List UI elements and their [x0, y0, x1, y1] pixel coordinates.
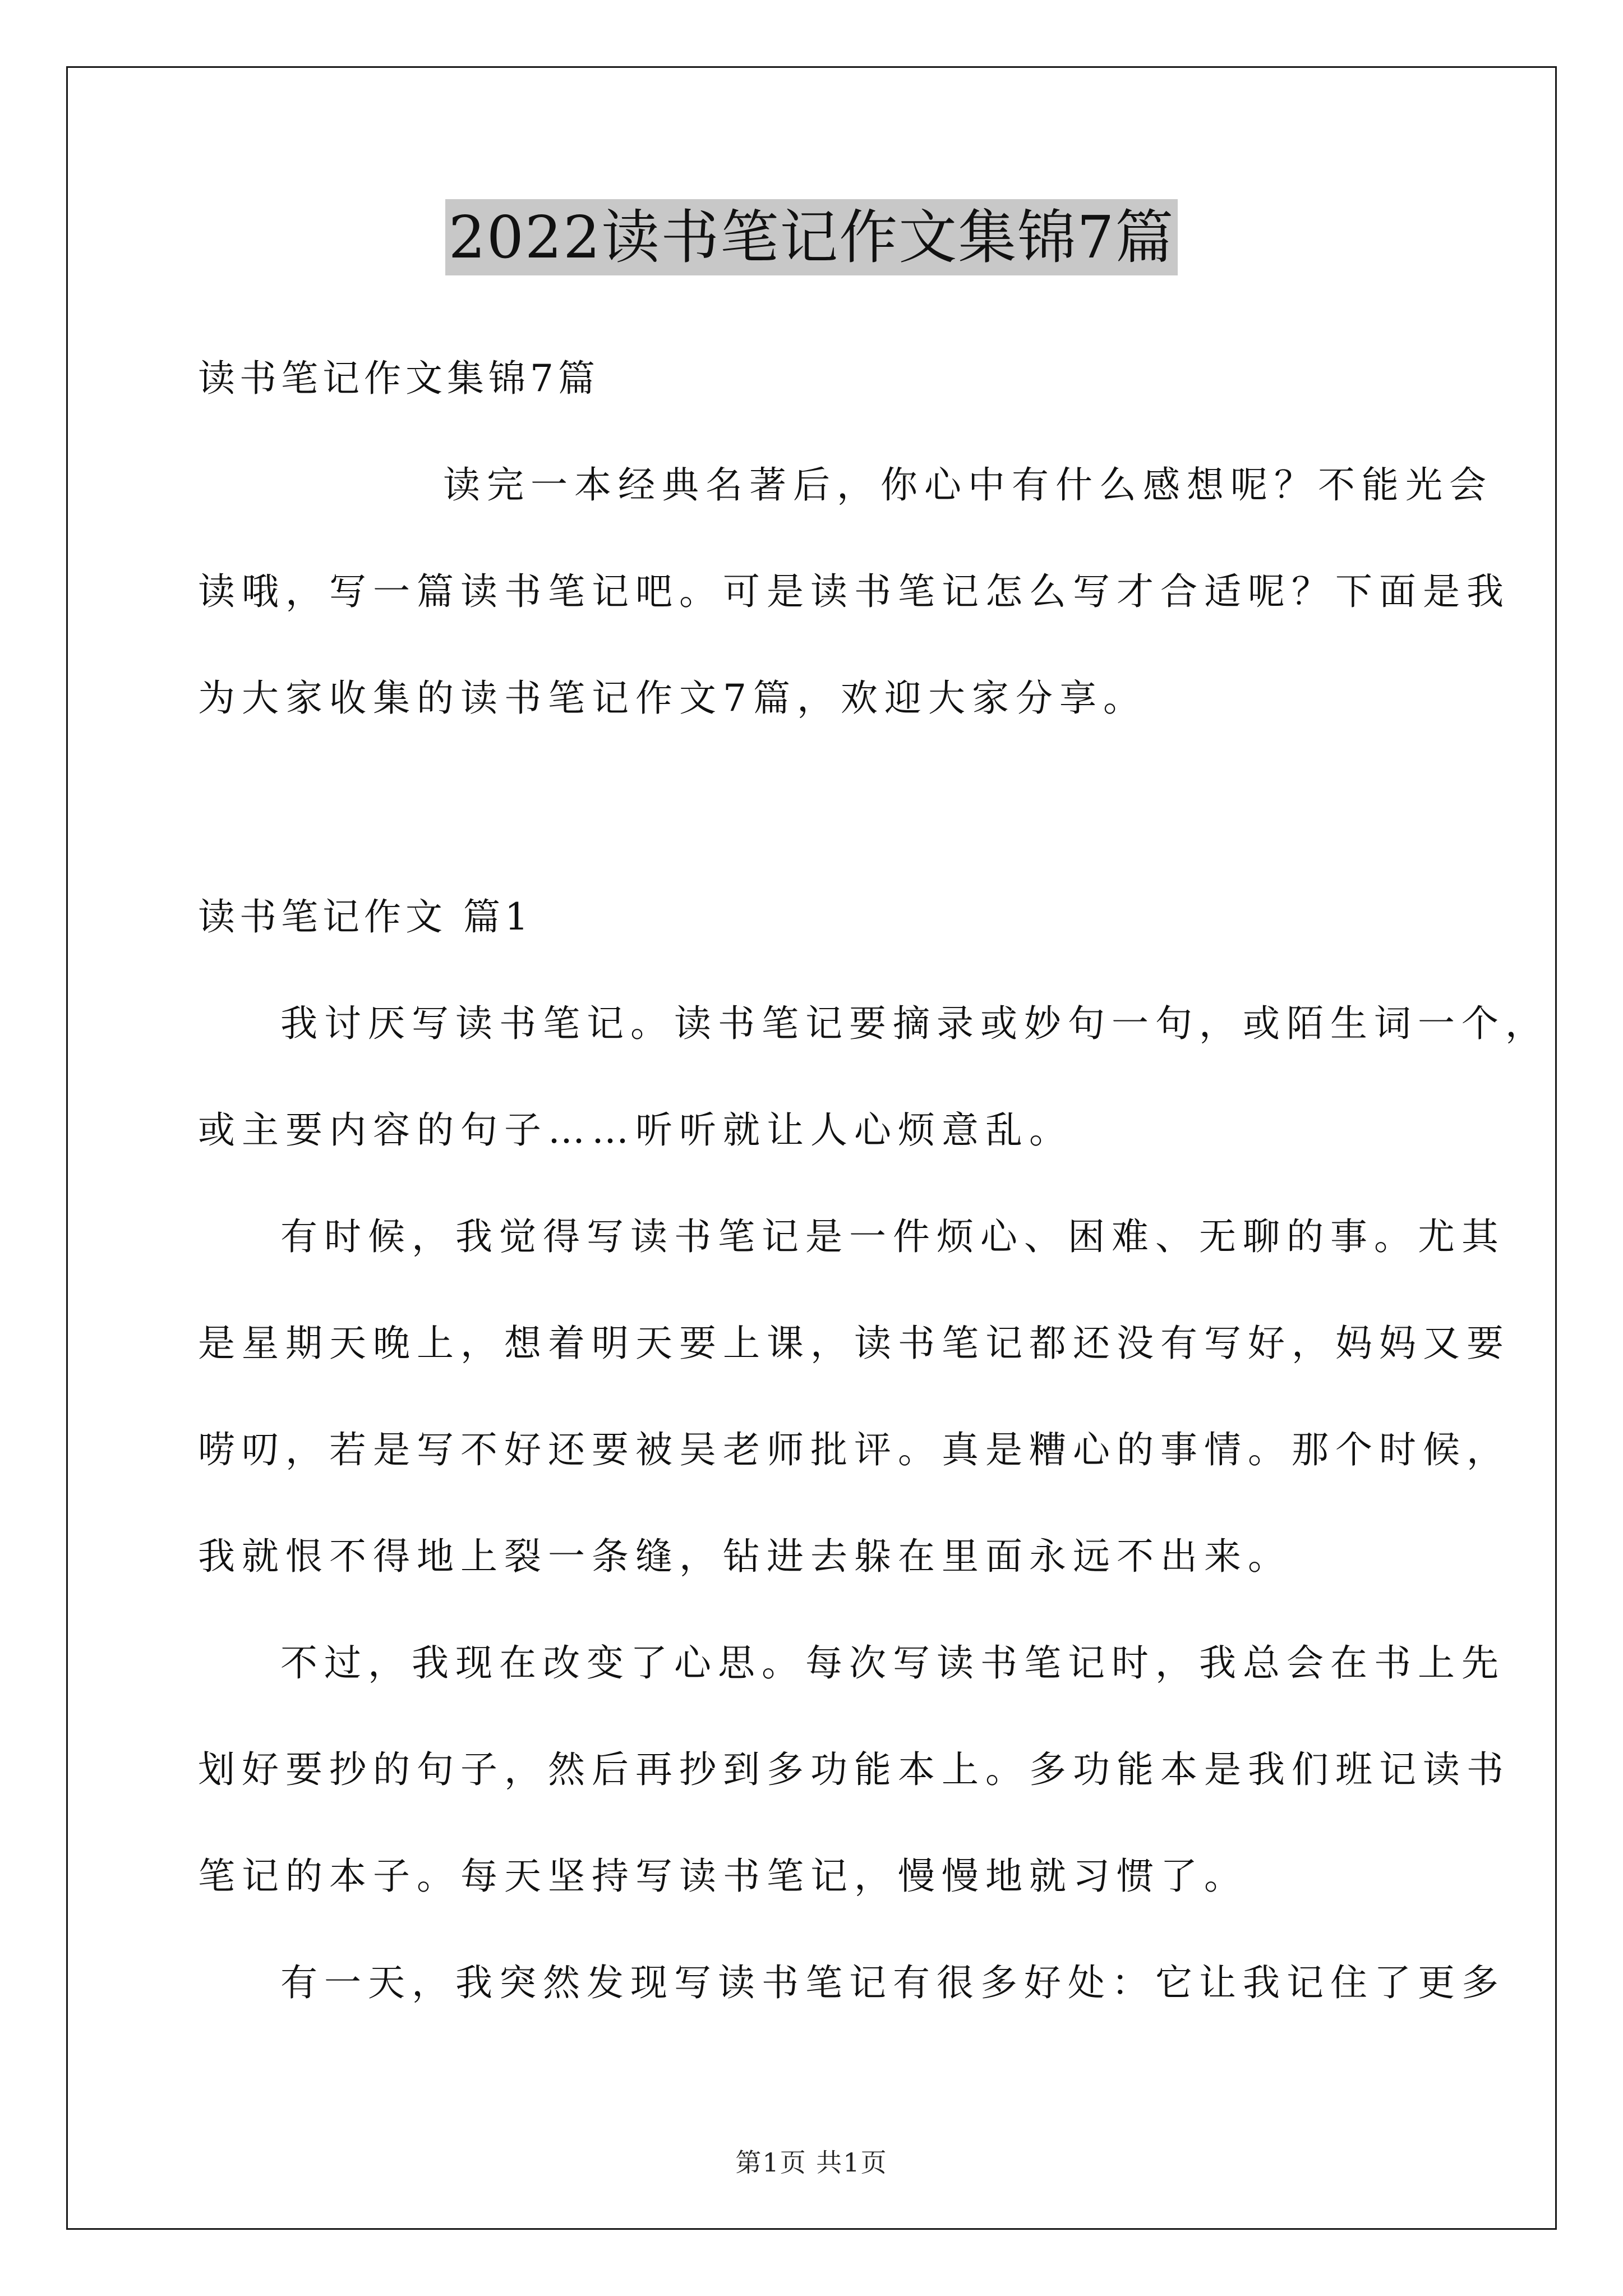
intro-line: 读完一本经典名著后，你心中有什么感想呢？不能光会: [443, 463, 1493, 507]
paragraph-line: 划好要抄的句子，然后再抄到多功能本上。多功能本是我们班记读书: [198, 1748, 1510, 1791]
intro-line: 为大家收集的读书笔记作文7篇，欢迎大家分享。: [198, 677, 1147, 720]
paragraph-line: 不过，我现在改变了心思。每次写读书笔记时，我总会在书上先: [280, 1641, 1505, 1685]
paragraph-line: 或主要内容的句子……听听就让人心烦意乱。: [198, 1108, 1073, 1152]
paragraph-line: 有时候，我觉得写读书笔记是一件烦心、困难、无聊的事。尤其: [280, 1215, 1505, 1258]
title-container: [0, 199, 1623, 275]
intro-line: 读哦，写一篇读书笔记吧。可是读书笔记怎么写才合适呢？下面是我: [198, 570, 1510, 613]
document-title: 2022读书笔记作文集锦7篇: [445, 199, 1178, 275]
page-number-footer: 第1页 共1页: [735, 2147, 888, 2178]
paragraph-line: 我讨厌写读书笔记。读书笔记要摘录或妙句一句，或陌生词一个，: [280, 1002, 1549, 1045]
paragraph-line: 笔记的本子。每天坚持写读书笔记，慢慢地就习惯了。: [198, 1855, 1248, 1898]
paragraph-line: 是星期天晚上，想着明天要上课，读书笔记都还没有写好，妈妈又要: [198, 1322, 1510, 1365]
paragraph-line: 唠叨，若是写不好还要被吴老师批评。真是糟心的事情。那个时候，: [198, 1428, 1510, 1471]
document-subtitle: 读书笔记作文集锦7篇: [198, 357, 600, 400]
paragraph-line: 我就恨不得地上裂一条缝，钻进去躲在里面永远不出来。: [198, 1535, 1292, 1578]
section-heading: 读书笔记作文 篇1: [198, 895, 533, 938]
paragraph-line: 有一天，我突然发现写读书笔记有很多好处：它让我记住了更多: [280, 1961, 1505, 2004]
